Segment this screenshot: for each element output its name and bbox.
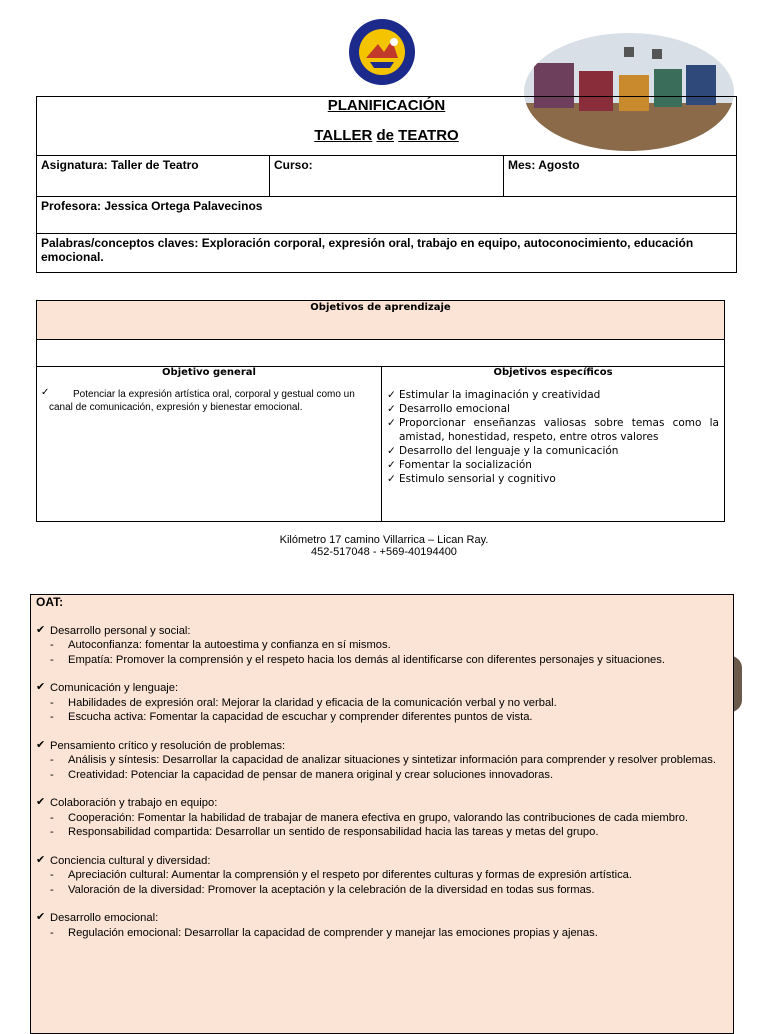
asignatura-cell: Asignatura: Taller de Teatro xyxy=(37,156,270,197)
oat-item-list xyxy=(36,926,727,941)
check-icon: ✔ xyxy=(36,623,46,636)
oat-section-title: ✔ Desarrollo emocional: xyxy=(36,911,159,924)
list-item: - Análisis y síntesis: Desarrollar la capacidad de analizar situaciones y sintetizar información para comprender y resolver problemas. xyxy=(50,754,716,766)
palabras-cell: Palabras/conceptos claves: Exploración corporal, expresión oral, trabajo en equipo, autoconocimiento, educación emocional. xyxy=(41,236,694,264)
general-objective-text: Potenciar la expresión artística oral, corporal y gestual como un canal de comunicación, expresión y bienestar emocional. xyxy=(49,389,355,413)
oat-section xyxy=(36,624,727,668)
list-item: ✓ Estimular la imaginación y creatividad xyxy=(387,389,601,401)
specific-objectives-title: Objetivos específicos xyxy=(493,367,613,378)
palabras-row xyxy=(37,233,736,273)
list-item: - Escucha activa: Fomentar la capacidad de escuchar y comprender diferentes puntos de vista. xyxy=(50,711,533,723)
oat-section xyxy=(36,681,727,725)
specific-objectives-column xyxy=(382,366,724,521)
check-icon: ✓ xyxy=(387,389,396,401)
mes-cell: Mes: Agosto xyxy=(508,158,580,172)
objectives-blank-row xyxy=(37,340,724,367)
footer-phones: 452-517048 - +569-40194400 xyxy=(311,546,457,558)
profesora-cell: Profesora: Jessica Ortega Palavecinos xyxy=(41,199,263,213)
oat-section xyxy=(36,911,727,940)
dash-bullet: - xyxy=(50,754,54,766)
dash-bullet: - xyxy=(50,869,54,881)
page-subtitle xyxy=(37,127,736,144)
check-icon: ✓ xyxy=(387,459,396,471)
oat-section-title: ✔ Comunicación y lenguaje: xyxy=(36,681,179,694)
list-item: ✓ Fomentar la socialización xyxy=(387,459,532,471)
list-item: - Apreciación cultural: Aumentar la comprensión y el respeto por diferentes culturas y formas de expresión artística. xyxy=(50,869,632,881)
check-icon: ✔ xyxy=(36,911,46,923)
check-icon: ✔ xyxy=(36,681,46,693)
dash-bullet: - xyxy=(50,639,54,651)
subtitle-teatro: TEATRO xyxy=(398,127,459,144)
list-item: - Autoconfianza: fomentar la autoestima y confianza en sí mismos. xyxy=(50,639,391,651)
subtitle-de: de xyxy=(376,127,394,144)
list-item: - Regulación emocional: Desarrollar la capacidad de comprender y manejar las emociones propias y ajenas. xyxy=(50,926,598,939)
list-item: - Empatía: Promover la comprensión y el respeto hacia los demás al identificarse con diferentes personajes y situaciones. xyxy=(50,653,665,666)
dash-bullet: - xyxy=(50,768,54,781)
list-item: - Habilidades de expresión oral: Mejorar la claridad y eficacia de la comunicación verbal y no verbal. xyxy=(50,696,557,709)
check-icon: ✓ xyxy=(387,445,396,457)
oat-section xyxy=(36,796,727,840)
check-icon: ✔ xyxy=(36,853,46,866)
dash-bullet: - xyxy=(50,653,54,666)
specific-objectives-list xyxy=(387,388,719,486)
objectives-heading: Objetivos de aprendizaje xyxy=(37,301,724,340)
general-objective-title: Objetivo general xyxy=(162,367,256,378)
check-icon: ✓ xyxy=(387,403,396,415)
footer-address: Kilómetro 17 camino Villarrica – Lican Ray. xyxy=(279,534,489,546)
dash-bullet: - xyxy=(50,696,54,709)
oat-item-list xyxy=(36,811,727,840)
list-item: ✓ Proporcionar enseñanzas valiosas sobre temas como la amistad, honestidad, respeto, entre otros valores xyxy=(387,417,719,443)
oat-section xyxy=(36,854,727,898)
dash-bullet: - xyxy=(50,811,54,824)
oat-item-list xyxy=(36,638,727,667)
dash-bullet: - xyxy=(50,883,54,896)
school-logo xyxy=(348,18,416,86)
dash-bullet: - xyxy=(50,711,54,723)
check-icon: ✔ xyxy=(36,738,46,751)
page-footer xyxy=(0,534,768,558)
curso-cell: Curso: xyxy=(270,156,504,197)
general-objective-column xyxy=(37,366,382,521)
check-icon: ✓ xyxy=(41,387,50,398)
info-row xyxy=(37,155,736,197)
oat-item-list xyxy=(36,696,727,725)
objectives-table xyxy=(36,300,725,522)
list-item: - Cooperación: Fomentar la habilidad de trabajar de manera efectiva en grupo, valorando las contribuciones de cada miembro. xyxy=(50,811,689,824)
oat-section-title: ✔ Desarrollo personal y social: xyxy=(36,623,191,637)
oat-title: OAT: xyxy=(36,595,64,609)
oat-section-title: ✔ Colaboración y trabajo en equipo: xyxy=(36,796,218,809)
oat-section xyxy=(36,739,727,783)
header-table xyxy=(36,96,737,273)
oat-box xyxy=(30,594,734,1034)
check-icon: ✓ xyxy=(387,417,396,429)
list-item: - Valoración de la diversidad: Promover la aceptación y la celebración de la diversidad en todas sus formas. xyxy=(50,883,595,896)
check-icon: ✔ xyxy=(36,796,46,808)
list-item: ✓ Desarrollo del lenguaje y la comunicación xyxy=(387,445,619,457)
list-item: - Creatividad: Potenciar la capacidad de pensar de manera original y crear soluciones innovadoras. xyxy=(50,768,554,781)
list-item: - Responsabilidad compartida: Desarrollar un sentido de responsabilidad hacia las tareas y metas del grupo. xyxy=(50,826,599,838)
oat-item-list xyxy=(36,868,727,897)
check-icon: ✓ xyxy=(387,473,396,485)
general-objective-item xyxy=(41,387,377,414)
list-item: ✓ Desarrollo emocional xyxy=(387,403,510,415)
oat-section-title: ✔ Pensamiento crítico y resolución de problemas: xyxy=(36,738,286,752)
dash-bullet: - xyxy=(50,826,54,838)
subtitle-taller: TALLER xyxy=(314,127,373,144)
oat-sections xyxy=(36,624,727,941)
page-title: PLANIFICACIÓN xyxy=(327,97,446,114)
oat-item-list xyxy=(36,753,727,782)
profesora-row xyxy=(37,196,736,234)
dash-bullet: - xyxy=(50,926,54,939)
oat-section-title: ✔ Conciencia cultural y diversidad: xyxy=(36,853,211,867)
list-item: ✓ Estimulo sensorial y cognitivo xyxy=(387,473,556,485)
